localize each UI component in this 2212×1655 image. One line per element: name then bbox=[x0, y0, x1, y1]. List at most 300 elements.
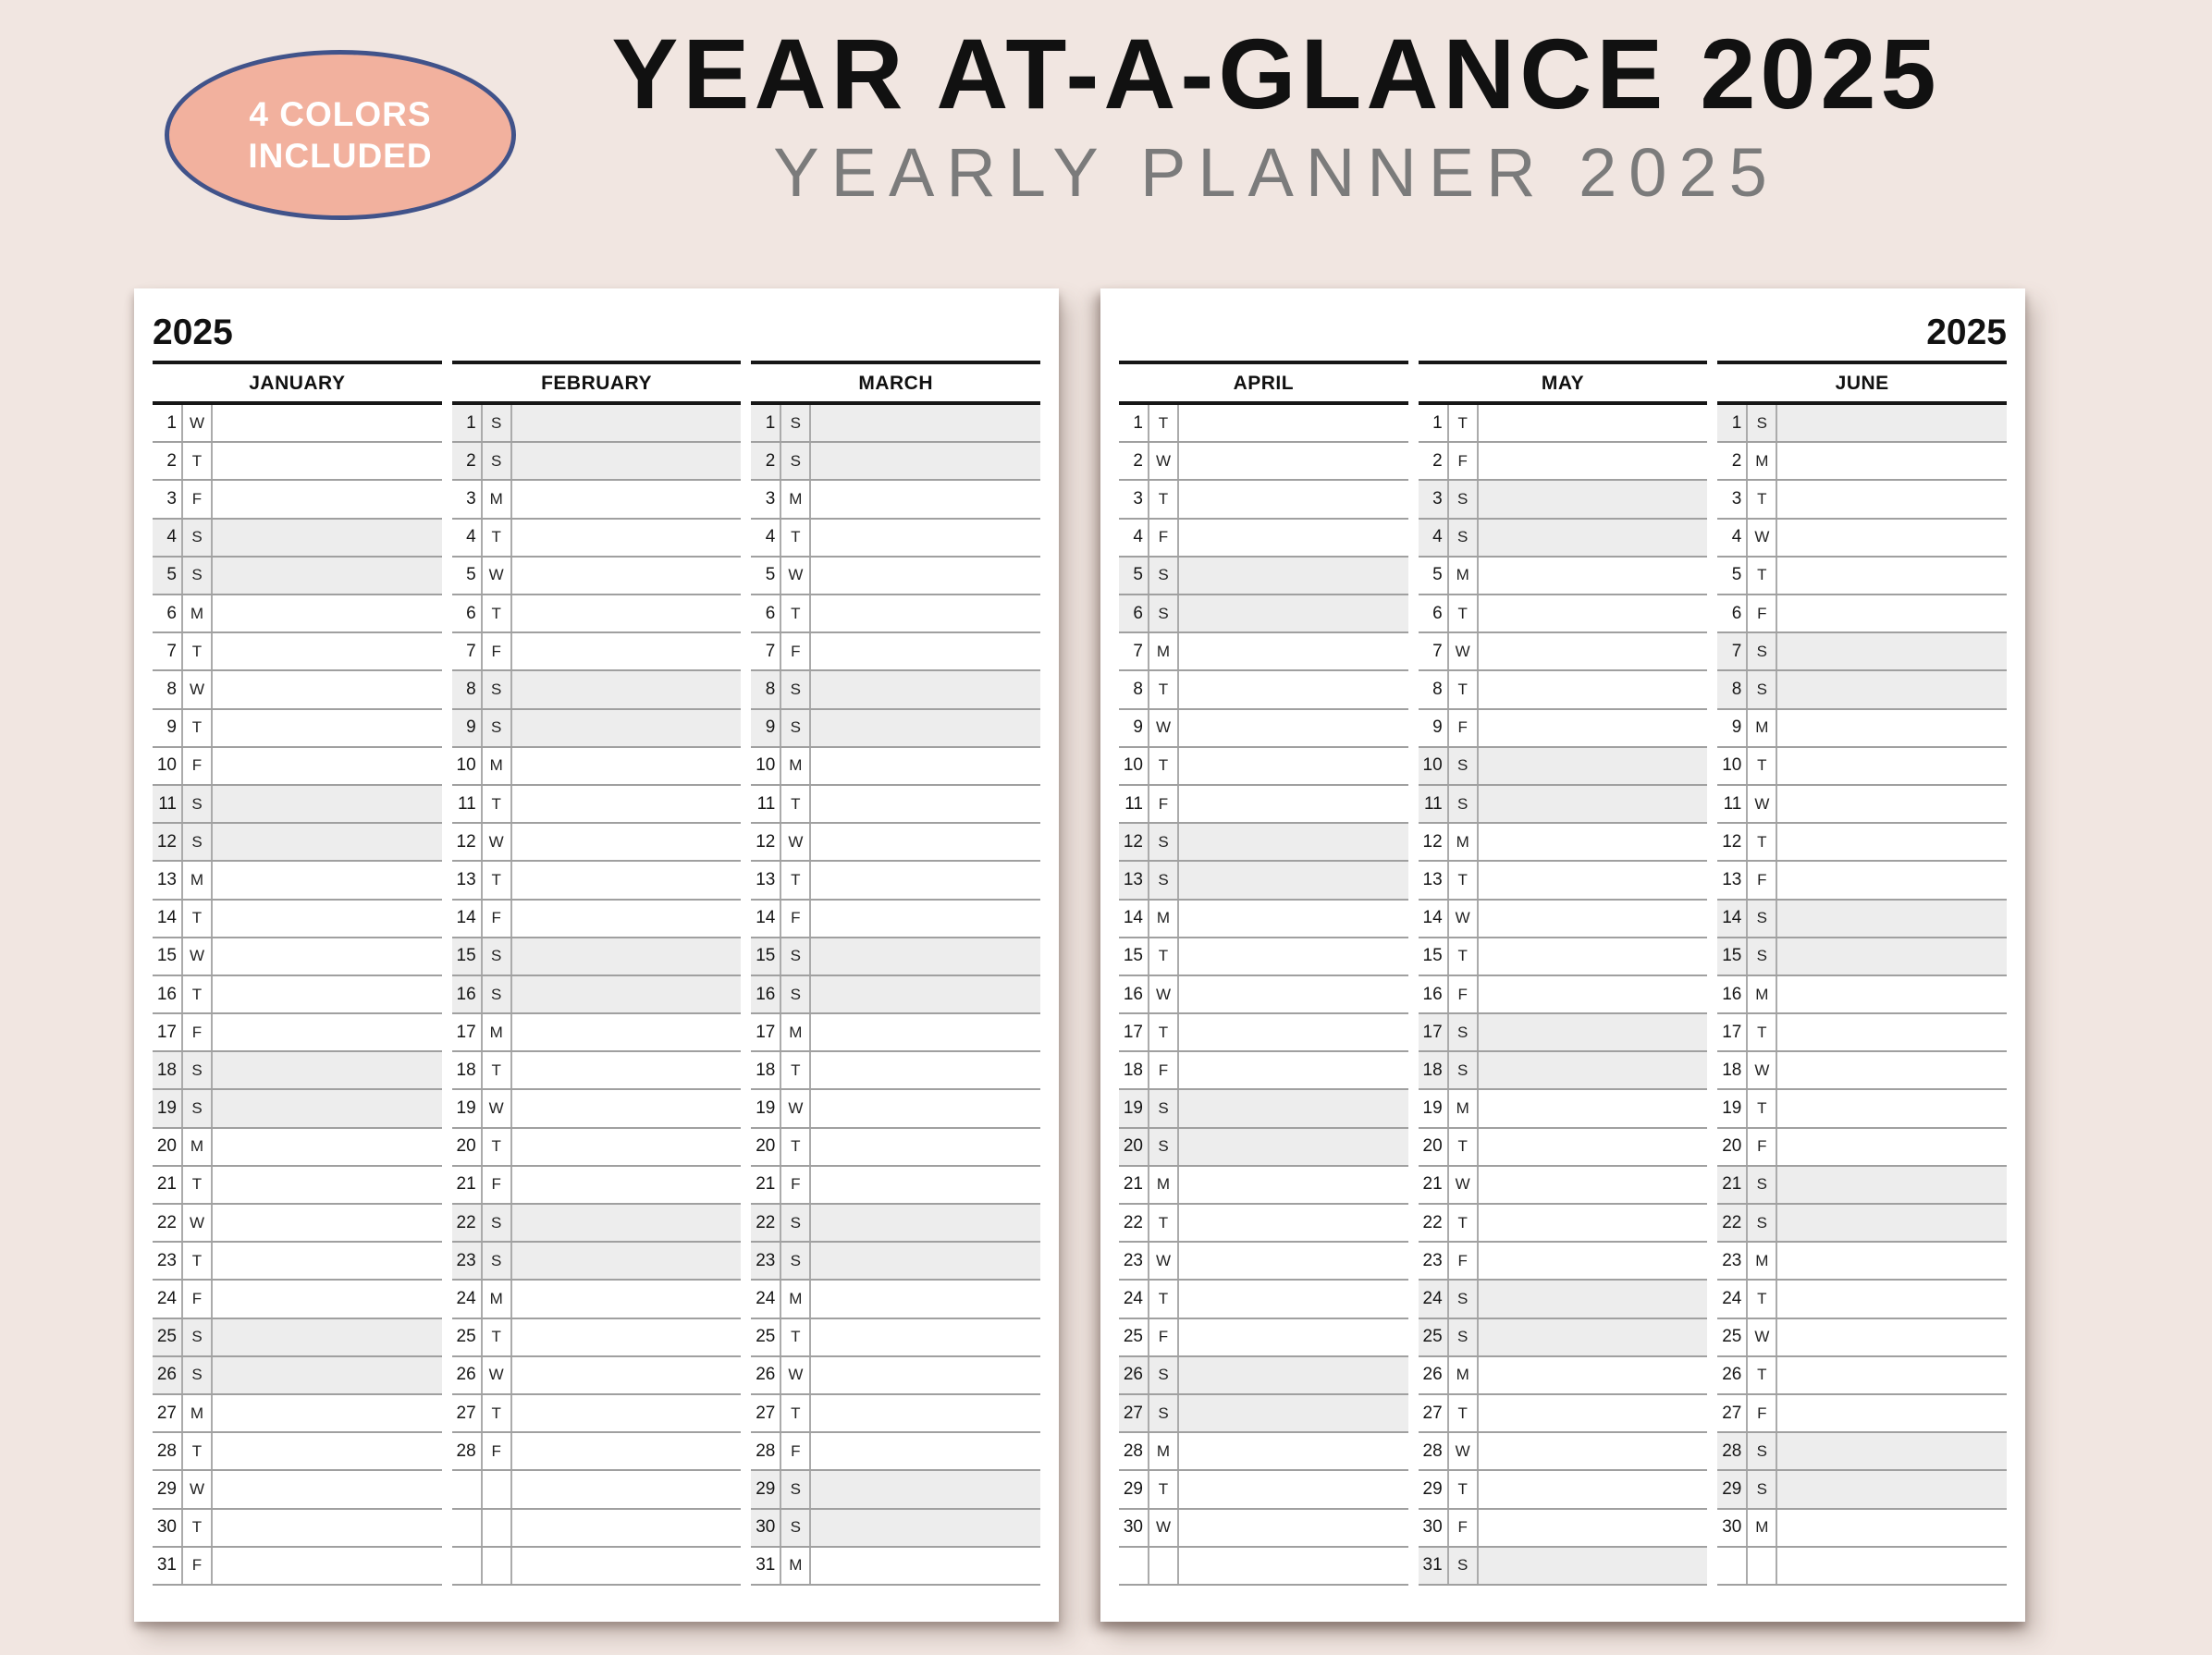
day-letter-cell: T bbox=[483, 1395, 512, 1431]
day-letter-cell: M bbox=[183, 862, 213, 898]
day-letter-cell: S bbox=[1748, 1205, 1777, 1241]
day-row bbox=[751, 1090, 1040, 1128]
day-number-cell: 16 bbox=[1717, 976, 1748, 1012]
day-letter-cell: S bbox=[483, 1243, 512, 1279]
day-letter-cell: T bbox=[1449, 671, 1479, 707]
day-letter-cell: S bbox=[781, 1243, 811, 1279]
year-label-left-page: 2025 bbox=[153, 313, 233, 352]
day-row bbox=[1119, 786, 1408, 824]
day-letter-cell: S bbox=[183, 558, 213, 594]
day-letter-cell bbox=[1748, 1548, 1777, 1584]
day-number-cell: 4 bbox=[1717, 520, 1748, 556]
day-row bbox=[751, 710, 1040, 748]
day-letter-cell: T bbox=[1449, 1205, 1479, 1241]
day-number-cell: 18 bbox=[1717, 1052, 1748, 1088]
day-notes-cell bbox=[512, 671, 742, 707]
day-number-cell: 27 bbox=[1717, 1395, 1748, 1431]
month-rows bbox=[1419, 405, 1708, 1586]
day-notes-cell bbox=[1179, 1129, 1408, 1165]
day-letter-cell: S bbox=[1149, 1395, 1179, 1431]
day-number-cell: 24 bbox=[452, 1281, 483, 1317]
day-notes-cell bbox=[512, 633, 742, 669]
month-name: JUNE bbox=[1835, 373, 1889, 394]
day-row bbox=[153, 520, 442, 558]
day-notes-cell bbox=[1777, 671, 2007, 707]
day-letter-cell: W bbox=[1149, 443, 1179, 479]
day-number-cell: 17 bbox=[751, 1014, 781, 1050]
day-letter-cell: S bbox=[781, 443, 811, 479]
day-notes-cell bbox=[1479, 1243, 1708, 1279]
day-number-cell: 19 bbox=[452, 1090, 483, 1126]
day-notes-cell bbox=[512, 786, 742, 822]
day-notes-cell bbox=[512, 1395, 742, 1431]
day-notes-cell bbox=[1179, 1167, 1408, 1203]
day-number-cell: 5 bbox=[153, 558, 183, 594]
day-notes-cell bbox=[213, 976, 442, 1012]
day-letter-cell: T bbox=[1748, 1090, 1777, 1126]
day-notes-cell bbox=[1179, 443, 1408, 479]
day-notes-cell bbox=[213, 824, 442, 860]
day-notes-cell bbox=[811, 1395, 1040, 1431]
day-row bbox=[751, 1395, 1040, 1433]
day-number-cell: 30 bbox=[751, 1510, 781, 1546]
day-letter-cell: M bbox=[1748, 1510, 1777, 1546]
day-notes-cell bbox=[1777, 1129, 2007, 1165]
day-number-cell: 1 bbox=[452, 405, 483, 441]
day-notes-cell bbox=[213, 671, 442, 707]
day-letter-cell: T bbox=[781, 862, 811, 898]
day-row bbox=[452, 748, 742, 786]
day-row bbox=[452, 481, 742, 519]
planner-page-jan-mar bbox=[134, 288, 1059, 1622]
day-row bbox=[452, 1471, 742, 1509]
day-letter-cell: S bbox=[1748, 938, 1777, 975]
day-notes-cell bbox=[213, 1167, 442, 1203]
day-number-cell: 18 bbox=[751, 1052, 781, 1088]
day-row bbox=[1119, 1281, 1408, 1318]
day-letter-cell: F bbox=[1149, 1052, 1179, 1088]
months-container bbox=[1119, 361, 2007, 1586]
day-notes-cell bbox=[1179, 710, 1408, 746]
day-notes-cell bbox=[811, 938, 1040, 975]
day-notes-cell bbox=[811, 976, 1040, 1012]
day-notes-cell bbox=[512, 405, 742, 441]
day-number-cell: 15 bbox=[1717, 938, 1748, 975]
day-row bbox=[452, 862, 742, 900]
month-column-june bbox=[1717, 361, 2007, 1586]
day-row bbox=[1119, 901, 1408, 938]
day-letter-cell: T bbox=[781, 595, 811, 631]
day-notes-cell bbox=[512, 443, 742, 479]
day-row bbox=[452, 1167, 742, 1205]
day-notes-cell bbox=[1479, 443, 1708, 479]
month-name: MAY bbox=[1541, 373, 1585, 394]
day-notes-cell bbox=[1179, 824, 1408, 860]
day-notes-cell bbox=[1479, 1129, 1708, 1165]
day-row bbox=[1119, 1205, 1408, 1243]
day-row bbox=[1419, 671, 1708, 709]
day-letter-cell: T bbox=[1748, 824, 1777, 860]
day-row bbox=[1119, 1052, 1408, 1090]
day-number-cell: 30 bbox=[1419, 1510, 1449, 1546]
day-letter-cell: M bbox=[483, 481, 512, 517]
day-notes-cell bbox=[1479, 481, 1708, 517]
day-letter-cell: S bbox=[1449, 1548, 1479, 1584]
day-notes-cell bbox=[213, 786, 442, 822]
day-notes-cell bbox=[213, 520, 442, 556]
day-letter-cell: M bbox=[1748, 1243, 1777, 1279]
day-number-cell: 15 bbox=[153, 938, 183, 975]
day-number-cell: 18 bbox=[452, 1052, 483, 1088]
day-notes-cell bbox=[213, 1205, 442, 1241]
day-number-cell: 9 bbox=[153, 710, 183, 746]
month-column-february bbox=[452, 361, 742, 1586]
day-row bbox=[1717, 443, 2007, 481]
day-notes-cell bbox=[512, 481, 742, 517]
day-letter-cell: M bbox=[1449, 558, 1479, 594]
day-notes-cell bbox=[213, 1281, 442, 1317]
day-letter-cell: S bbox=[483, 710, 512, 746]
day-notes-cell bbox=[811, 1129, 1040, 1165]
day-notes-cell bbox=[1479, 595, 1708, 631]
day-row bbox=[1717, 1167, 2007, 1205]
day-notes-cell bbox=[1777, 710, 2007, 746]
day-letter-cell: F bbox=[1149, 786, 1179, 822]
day-number-cell: 9 bbox=[1717, 710, 1748, 746]
day-number-cell: 8 bbox=[452, 671, 483, 707]
day-letter-cell: F bbox=[781, 901, 811, 937]
day-letter-cell: S bbox=[483, 976, 512, 1012]
day-row bbox=[1419, 938, 1708, 976]
day-notes-cell bbox=[1777, 1243, 2007, 1279]
day-row bbox=[452, 901, 742, 938]
day-row bbox=[751, 862, 1040, 900]
day-number-cell: 14 bbox=[153, 901, 183, 937]
day-letter-cell: F bbox=[1449, 1243, 1479, 1279]
day-notes-cell bbox=[213, 901, 442, 937]
day-row bbox=[153, 901, 442, 938]
day-notes-cell bbox=[512, 1014, 742, 1050]
month-column-january bbox=[153, 361, 442, 1586]
day-number-cell bbox=[1717, 1548, 1748, 1584]
day-number-cell: 11 bbox=[1717, 786, 1748, 822]
day-number-cell: 30 bbox=[1119, 1510, 1149, 1546]
day-letter-cell: T bbox=[1449, 938, 1479, 975]
day-row bbox=[1119, 938, 1408, 976]
day-number-cell: 21 bbox=[1119, 1167, 1149, 1203]
day-row bbox=[1717, 1319, 2007, 1357]
day-letter-cell: W bbox=[1748, 520, 1777, 556]
day-row bbox=[751, 671, 1040, 709]
day-row bbox=[153, 1548, 442, 1586]
day-row bbox=[153, 1510, 442, 1548]
day-notes-cell bbox=[1179, 1014, 1408, 1050]
day-number-cell: 15 bbox=[751, 938, 781, 975]
day-letter-cell: T bbox=[1748, 748, 1777, 784]
day-number-cell: 1 bbox=[1119, 405, 1149, 441]
day-row bbox=[452, 1205, 742, 1243]
day-letter-cell: M bbox=[183, 595, 213, 631]
day-number-cell: 24 bbox=[1717, 1281, 1748, 1317]
day-number-cell: 13 bbox=[1419, 862, 1449, 898]
day-number-cell bbox=[452, 1471, 483, 1507]
day-letter-cell: M bbox=[781, 748, 811, 784]
day-number-cell: 12 bbox=[153, 824, 183, 860]
day-letter-cell: F bbox=[1748, 1395, 1777, 1431]
day-letter-cell: M bbox=[483, 748, 512, 784]
day-row bbox=[1419, 405, 1708, 443]
day-letter-cell: T bbox=[483, 1052, 512, 1088]
day-letter-cell: M bbox=[483, 1014, 512, 1050]
day-letter-cell: F bbox=[1748, 595, 1777, 631]
month-rows bbox=[1717, 405, 2007, 1586]
day-number-cell: 6 bbox=[452, 595, 483, 631]
day-row bbox=[1119, 748, 1408, 786]
day-notes-cell bbox=[1479, 1471, 1708, 1507]
day-notes-cell bbox=[1479, 1090, 1708, 1126]
day-row bbox=[1419, 1090, 1708, 1128]
day-number-cell: 2 bbox=[452, 443, 483, 479]
day-notes-cell bbox=[512, 1129, 742, 1165]
day-number-cell: 17 bbox=[1717, 1014, 1748, 1050]
day-row bbox=[1119, 1395, 1408, 1433]
day-notes-cell bbox=[1777, 862, 2007, 898]
day-notes-cell bbox=[1179, 976, 1408, 1012]
day-number-cell: 4 bbox=[153, 520, 183, 556]
day-notes-cell bbox=[512, 1281, 742, 1317]
day-row bbox=[1717, 1548, 2007, 1586]
day-letter-cell: W bbox=[1149, 976, 1179, 1012]
day-number-cell: 27 bbox=[1119, 1395, 1149, 1431]
day-number-cell: 19 bbox=[1419, 1090, 1449, 1126]
day-row bbox=[1717, 1471, 2007, 1509]
day-notes-cell bbox=[1479, 748, 1708, 784]
day-notes-cell bbox=[213, 1471, 442, 1507]
day-number-cell: 22 bbox=[751, 1205, 781, 1241]
day-letter-cell: T bbox=[1449, 1471, 1479, 1507]
day-number-cell: 18 bbox=[1119, 1052, 1149, 1088]
day-number-cell: 13 bbox=[1119, 862, 1149, 898]
day-notes-cell bbox=[811, 1243, 1040, 1279]
day-row bbox=[1419, 558, 1708, 595]
day-row bbox=[452, 1014, 742, 1052]
day-letter-cell: W bbox=[1149, 1510, 1179, 1546]
day-row bbox=[1119, 405, 1408, 443]
day-letter-cell: M bbox=[781, 1281, 811, 1317]
day-notes-cell bbox=[811, 1281, 1040, 1317]
day-number-cell: 20 bbox=[1419, 1129, 1449, 1165]
day-number-cell: 23 bbox=[751, 1243, 781, 1279]
day-letter-cell: M bbox=[781, 1014, 811, 1050]
day-notes-cell bbox=[1179, 1090, 1408, 1126]
day-row bbox=[452, 1052, 742, 1090]
day-row bbox=[452, 520, 742, 558]
month-name: FEBRUARY bbox=[541, 373, 652, 394]
day-notes-cell bbox=[1179, 786, 1408, 822]
day-notes-cell bbox=[1179, 1548, 1408, 1584]
day-notes-cell bbox=[811, 443, 1040, 479]
day-row bbox=[751, 1471, 1040, 1509]
day-letter-cell: M bbox=[1449, 1357, 1479, 1393]
day-row bbox=[1419, 1395, 1708, 1433]
day-letter-cell: T bbox=[183, 1167, 213, 1203]
day-notes-cell bbox=[1479, 1281, 1708, 1317]
day-row bbox=[1717, 1357, 2007, 1395]
day-letter-cell: S bbox=[1149, 824, 1179, 860]
day-notes-cell bbox=[512, 938, 742, 975]
day-letter-cell: S bbox=[483, 443, 512, 479]
day-row bbox=[153, 1205, 442, 1243]
day-notes-cell bbox=[512, 1471, 742, 1507]
day-number-cell: 20 bbox=[751, 1129, 781, 1165]
day-notes-cell bbox=[512, 901, 742, 937]
day-notes-cell bbox=[1179, 520, 1408, 556]
day-number-cell: 15 bbox=[1419, 938, 1449, 975]
day-number-cell: 1 bbox=[751, 405, 781, 441]
day-row bbox=[1717, 710, 2007, 748]
day-number-cell: 16 bbox=[751, 976, 781, 1012]
day-row bbox=[153, 405, 442, 443]
day-number-cell: 24 bbox=[1119, 1281, 1149, 1317]
day-number-cell: 23 bbox=[1419, 1243, 1449, 1279]
day-row bbox=[1419, 443, 1708, 481]
day-notes-cell bbox=[1777, 443, 2007, 479]
day-number-cell: 11 bbox=[1419, 786, 1449, 822]
day-number-cell: 2 bbox=[1419, 443, 1449, 479]
day-notes-cell bbox=[811, 710, 1040, 746]
day-notes-cell bbox=[1479, 901, 1708, 937]
day-number-cell: 29 bbox=[1717, 1471, 1748, 1507]
day-notes-cell bbox=[512, 1243, 742, 1279]
day-notes-cell bbox=[811, 1319, 1040, 1355]
planner-page-apr-jun bbox=[1100, 288, 2025, 1622]
day-row bbox=[751, 786, 1040, 824]
day-row bbox=[1717, 862, 2007, 900]
day-number-cell: 25 bbox=[1419, 1319, 1449, 1355]
day-letter-cell: S bbox=[183, 824, 213, 860]
day-letter-cell: S bbox=[781, 671, 811, 707]
day-letter-cell: T bbox=[1149, 1281, 1179, 1317]
day-notes-cell bbox=[1179, 595, 1408, 631]
day-number-cell: 4 bbox=[452, 520, 483, 556]
day-notes-cell bbox=[1479, 1395, 1708, 1431]
month-rows bbox=[751, 405, 1040, 1586]
day-row bbox=[153, 558, 442, 595]
day-letter-cell: T bbox=[1449, 862, 1479, 898]
day-number-cell: 8 bbox=[1419, 671, 1449, 707]
day-letter-cell: W bbox=[781, 1090, 811, 1126]
day-notes-cell bbox=[1179, 1510, 1408, 1546]
day-letter-cell: T bbox=[1748, 1014, 1777, 1050]
day-row bbox=[452, 1395, 742, 1433]
day-number-cell: 2 bbox=[153, 443, 183, 479]
day-number-cell: 5 bbox=[452, 558, 483, 594]
day-letter-cell: T bbox=[483, 862, 512, 898]
day-number-cell: 27 bbox=[751, 1395, 781, 1431]
day-row bbox=[452, 1548, 742, 1586]
day-number-cell: 14 bbox=[751, 901, 781, 937]
day-number-cell: 10 bbox=[751, 748, 781, 784]
day-letter-cell: T bbox=[781, 786, 811, 822]
day-row bbox=[1419, 1243, 1708, 1281]
day-number-cell: 5 bbox=[751, 558, 781, 594]
day-notes-cell bbox=[1479, 1433, 1708, 1469]
day-notes-cell bbox=[811, 558, 1040, 594]
day-row bbox=[1119, 710, 1408, 748]
day-row bbox=[751, 901, 1040, 938]
day-notes-cell bbox=[213, 748, 442, 784]
day-row bbox=[1717, 1510, 2007, 1548]
day-notes-cell bbox=[1777, 1395, 2007, 1431]
day-number-cell: 22 bbox=[1717, 1205, 1748, 1241]
day-number-cell: 17 bbox=[452, 1014, 483, 1050]
day-row bbox=[153, 443, 442, 481]
day-letter-cell: T bbox=[1149, 1471, 1179, 1507]
day-notes-cell bbox=[512, 710, 742, 746]
day-notes-cell bbox=[1179, 901, 1408, 937]
day-row bbox=[1119, 1548, 1408, 1586]
day-row bbox=[452, 633, 742, 671]
day-notes-cell bbox=[1777, 1205, 2007, 1241]
day-letter-cell: T bbox=[1748, 1281, 1777, 1317]
day-row bbox=[751, 1319, 1040, 1357]
day-notes-cell bbox=[1777, 824, 2007, 860]
day-number-cell: 13 bbox=[751, 862, 781, 898]
day-notes-cell bbox=[512, 1167, 742, 1203]
day-row bbox=[153, 481, 442, 519]
day-notes-cell bbox=[811, 1167, 1040, 1203]
day-row bbox=[153, 1433, 442, 1471]
day-number-cell: 5 bbox=[1419, 558, 1449, 594]
day-row bbox=[1419, 1433, 1708, 1471]
day-notes-cell bbox=[1179, 481, 1408, 517]
day-notes-cell bbox=[512, 520, 742, 556]
day-row bbox=[1419, 901, 1708, 938]
day-row bbox=[751, 481, 1040, 519]
day-notes-cell bbox=[1479, 1319, 1708, 1355]
day-row bbox=[1419, 520, 1708, 558]
day-number-cell: 17 bbox=[1119, 1014, 1149, 1050]
day-letter-cell: F bbox=[1449, 710, 1479, 746]
day-notes-cell bbox=[1179, 1319, 1408, 1355]
day-number-cell: 14 bbox=[1717, 901, 1748, 937]
day-letter-cell: S bbox=[1449, 1052, 1479, 1088]
day-notes-cell bbox=[213, 595, 442, 631]
day-letter-cell: F bbox=[781, 1433, 811, 1469]
day-notes-cell bbox=[811, 671, 1040, 707]
day-number-cell: 13 bbox=[1717, 862, 1748, 898]
day-number-cell: 15 bbox=[1119, 938, 1149, 975]
day-number-cell: 26 bbox=[452, 1357, 483, 1393]
day-row bbox=[452, 671, 742, 709]
day-row bbox=[1717, 1433, 2007, 1471]
day-row bbox=[153, 1052, 442, 1090]
day-notes-cell bbox=[1479, 520, 1708, 556]
day-letter-cell: W bbox=[1449, 1433, 1479, 1469]
day-letter-cell: S bbox=[1748, 633, 1777, 669]
day-row bbox=[153, 1281, 442, 1318]
day-number-cell: 7 bbox=[1717, 633, 1748, 669]
day-number-cell: 10 bbox=[1119, 748, 1149, 784]
day-number-cell: 14 bbox=[1419, 901, 1449, 937]
day-row bbox=[1717, 1014, 2007, 1052]
day-notes-cell bbox=[1777, 1052, 2007, 1088]
day-row bbox=[153, 1319, 442, 1357]
day-notes-cell bbox=[811, 1052, 1040, 1088]
day-row bbox=[452, 558, 742, 595]
day-number-cell: 22 bbox=[1119, 1205, 1149, 1241]
day-notes-cell bbox=[512, 1548, 742, 1584]
